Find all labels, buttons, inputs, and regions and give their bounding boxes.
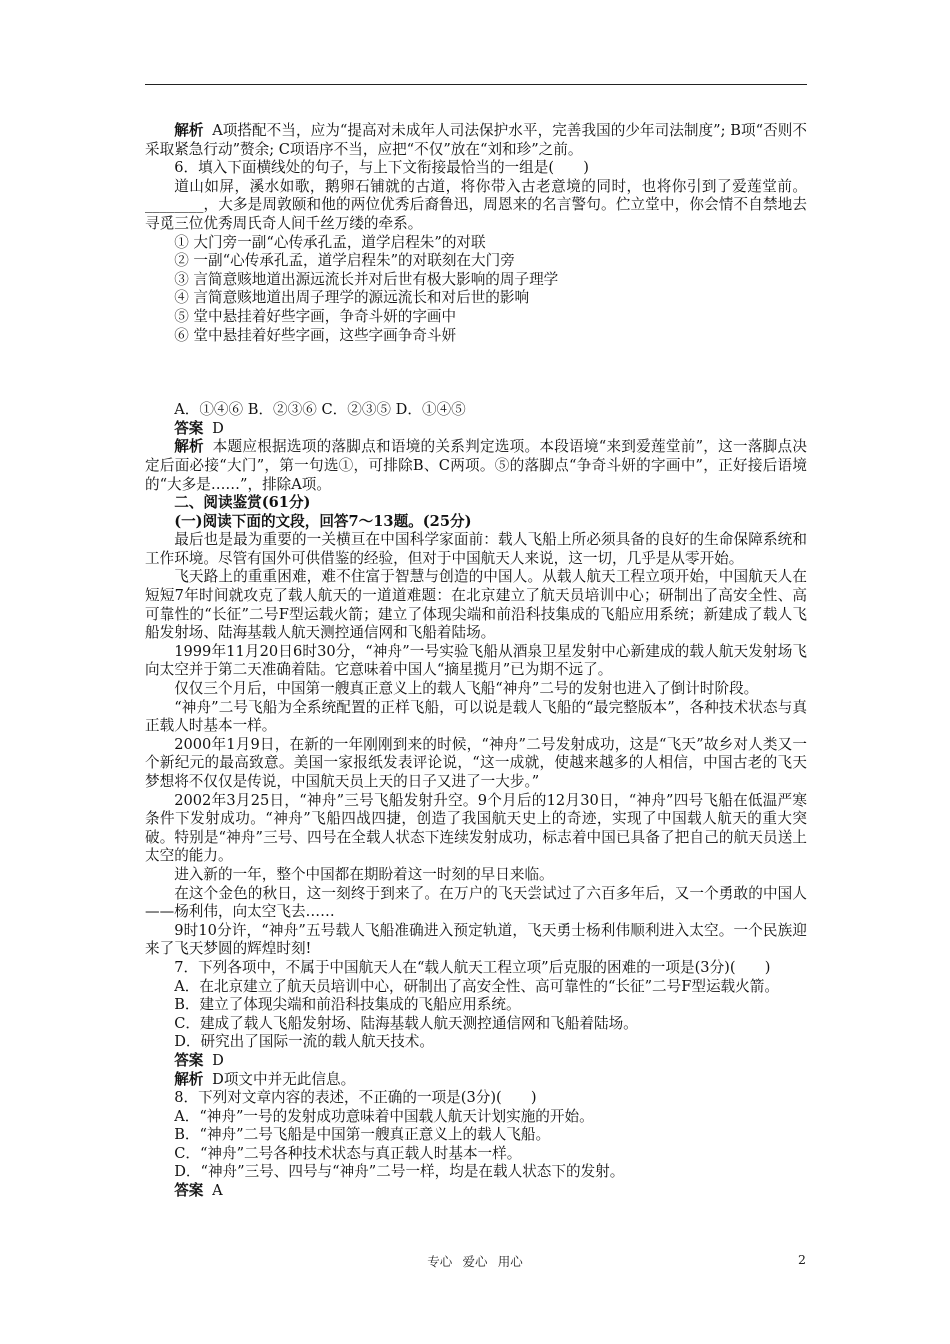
- paragraph-text: ③ 言简意赅地道出源远流长并对后世有极大影响的周子理学: [174, 270, 559, 288]
- paragraph: [145, 866, 807, 885]
- paragraph-text: (一)阅读下面的文段，回答7～13题。(25分): [174, 512, 472, 530]
- paragraph-text: 2002年3月25日，“神舟”三号飞船发射升空。9个月后的12月30日，“神舟”四号飞船在低温严寒条件下发射成功。“神舟”飞船四战四捷，创造了我国航天史上的奇迹，实现了中国载人航天的重大突破。特别是“神舟”三号、四号在全载人状态下连续发射成功，标志着中国已具备了把自己的航天员送上太空的能力。: [145, 791, 807, 865]
- paragraph: [145, 1033, 807, 1052]
- paragraph-text: ① 大门旁一副“心传承孔孟，道学启程朱”的对联: [174, 233, 486, 251]
- paragraph-text: 2000年1月9日，在新的一年刚刚到来的时候，“神舟”二号发射成功，这是“飞天”故乡对人类又一个新纪元的最高致意。美国一家报纸发表评论说，“这一成就，使越来越多的人相信，中国古老的飞天梦想将不仅仅是传说，中国航天员上天的日子又进了一大步。”: [145, 735, 807, 790]
- paragraph: [145, 885, 807, 922]
- paragraph-text: 7．下列各项中，不属于中国航天人在“载人航天工程立项”后克服的困难的一项是(3分)( ): [174, 958, 771, 976]
- paragraph: [145, 327, 807, 346]
- paragraph-label: 解析: [174, 438, 204, 456]
- paragraph: [145, 438, 807, 494]
- page-number: 2: [798, 1252, 806, 1267]
- paragraph-text: 道山如屏，溪水如歌，鹅卵石铺就的古道，将你带入古老意境的同时，也将你引到了爱莲堂前。________，大多是周敦颐和他的两位优秀后裔鲁迅，周恩来的名言警句。伫立堂中，你会情不自禁地去寻觅三位优秀周氏奇人间千丝万缕的牵系。: [145, 177, 807, 232]
- document-body: [145, 122, 807, 1201]
- paragraph-label: 解析: [174, 1070, 204, 1088]
- paragraph: [145, 271, 807, 290]
- paragraph-text: 1999年11月20日6时30分，“神舟”一号实验飞船从酒泉卫星发射中心新建成的载人航天发射场飞向太空并于第二天准确着陆。它意味着中国人“摘星揽月”已为期不远了。: [145, 642, 807, 679]
- paragraph-text: 进入新的一年，整个中国都在期盼着这一时刻的早日来临。: [174, 865, 554, 883]
- paragraph: [145, 494, 807, 513]
- paragraph: [145, 1126, 807, 1145]
- paragraph: [145, 1182, 807, 1201]
- paragraph: [145, 178, 807, 234]
- paragraph-text: 二、阅读鉴赏(61分): [174, 494, 311, 512]
- paragraph: [145, 1145, 807, 1164]
- paragraph: [145, 699, 807, 736]
- paragraph-label: 答案: [174, 1182, 204, 1200]
- paragraph: [145, 978, 807, 997]
- paragraph: [145, 308, 807, 327]
- paragraph-text: ⑥ 堂中悬挂着好些字画，这些字画争奇斗妍: [174, 326, 457, 344]
- paragraph: [145, 792, 807, 866]
- paragraph-text: C．“神舟”二号各种技术状态与真正载人时基本一样。: [174, 1144, 522, 1162]
- paragraph-text: ② 一副“心传承孔孟，道学启程朱”的对联刻在大门旁: [174, 252, 515, 270]
- paragraph: [145, 252, 807, 271]
- paragraph-text: D: [212, 1051, 224, 1069]
- paragraph: [145, 922, 807, 959]
- paragraph-text: D项文中并无此信息。: [212, 1070, 356, 1088]
- paragraph-label: 答案: [174, 1051, 204, 1069]
- paragraph-text: 在这个金色的秋日，这一刻终于到来了。在万户的飞天尝试过了六百多年后，又一个勇敢的中国人——杨利伟，向太空飞去……: [145, 884, 807, 921]
- paragraph: [145, 959, 807, 978]
- paragraph: [145, 736, 807, 792]
- paragraph-text: D: [212, 419, 224, 437]
- paragraph: [145, 401, 807, 420]
- paragraph-text: “神舟”二号飞船为全系统配置的正样飞船，可以说是载人飞船的“最完整版本”，各种技术状态与真正载人时基本一样。: [145, 698, 807, 735]
- paragraph: [145, 122, 807, 159]
- header-rule: [145, 84, 807, 85]
- paragraph: [145, 996, 807, 1015]
- paragraph: [145, 643, 807, 680]
- blank-space: [145, 345, 807, 401]
- paragraph: [145, 420, 807, 439]
- paragraph-text: 最后也是最为重要的一关横亘在中国科学家面前：载人飞船上所必须具备的良好的生命保障系统和工作环境。尽管有国外可供借鉴的经验，但对于中国航天人来说，这一切，几乎是从零开始。: [145, 531, 807, 567]
- paragraph: [145, 531, 807, 568]
- paragraph-text: ⑤ 堂中悬挂着好些字画，争奇斗妍的字画中: [174, 307, 457, 325]
- paragraph: [145, 289, 807, 308]
- paragraph-text: ④ 言简意赅地道出周子理学的源远流长和对后世的影响: [174, 289, 530, 307]
- paragraph: [145, 1108, 807, 1127]
- paragraph: [145, 680, 807, 699]
- paragraph-text: C．建成了载人飞船发射场、陆海基载人航天测控通信网和飞船着陆场。: [174, 1014, 638, 1032]
- paragraph-text: A: [212, 1182, 223, 1200]
- paragraph-text: D．“神舟”三号、四号与“神舟”二号一样，均是在载人状态下的发射。: [174, 1163, 625, 1181]
- paragraph-text: 本题应根据选项的落脚点和语境的关系判定选项。本段语境“来到爱莲堂前”，这一落脚点决定后面必接“大门”，第一句选①，可排除B、C两项。⑤的落脚点“争奇斗妍的字画中”，正好接后语境的“大多是……”，排除A项。: [145, 438, 807, 493]
- paragraph: [145, 568, 807, 642]
- paragraph-label: 解析: [174, 122, 204, 139]
- paragraph-text: 8．下列对文章内容的表述，不正确的一项是(3分)( ): [174, 1089, 537, 1107]
- paragraph-text: A项搭配不当，应为“提高对未成年人司法保护水平，完善我国的少年司法制度”; B项“否则不采取紧急行动”赘余; C项语序不当，应把“不仅”放在“刘和珍”之前。: [145, 122, 807, 158]
- paragraph: [145, 513, 807, 532]
- paragraph-text: 仅仅三个月后，中国第一艘真正意义上的载人飞船“神舟”二号的发射也进入了倒计时阶段。: [174, 680, 759, 698]
- paragraph-text: A．在北京建立了航天员培训中心，研制出了高安全性、高可靠性的“长征”二号F型运载火箭。: [174, 977, 779, 995]
- paragraph-label: 答案: [174, 419, 204, 437]
- paragraph: [145, 1163, 807, 1182]
- paragraph: [145, 1015, 807, 1034]
- paragraph-text: 9时10分许，“神舟”五号载人飞船准确进入预定轨道，飞天勇士杨利伟顺利进入太空。一个民族迎来了飞天梦圆的辉煌时刻!: [145, 921, 807, 958]
- paragraph: [145, 234, 807, 253]
- paragraph: [145, 159, 807, 178]
- paragraph-text: A．①④⑥ B．②③⑥ C．②③⑤ D．①④⑤: [174, 401, 466, 419]
- paragraph-text: B．建立了体现尖端和前沿科技集成的飞船应用系统。: [174, 996, 521, 1014]
- footer-motto: 专心 爱心 用心: [427, 1254, 523, 1269]
- paragraph-text: 6．填入下面横线处的句子，与上下文衔接最恰当的一组是( ): [174, 159, 589, 177]
- paragraph-text: 飞天路上的重重困难，难不住富于智慧与创造的中国人。从载人航天工程立项开始，中国航天人在短短7年时间就攻克了载人航天的一道道难题：在北京建立了航天员培训中心；研制出了高安全性、高可靠性的“长征”二号F型运载火箭；建立了体现尖端和前沿科技集成的飞船应用系统；新建成了载人飞船发射场、陆海基载人航天测控通信网和飞船着陆场。: [145, 568, 807, 642]
- paragraph: [145, 1071, 807, 1090]
- paragraph: [145, 1052, 807, 1071]
- paragraph-text: A．“神舟”一号的发射成功意味着中国载人航天计划实施的开始。: [174, 1107, 594, 1125]
- paragraph-text: D．研究出了国际一流的载人航天技术。: [174, 1033, 434, 1051]
- paragraph-text: B．“神舟”二号飞船是中国第一艘真正意义上的载人飞船。: [174, 1126, 551, 1144]
- paragraph: [145, 1089, 807, 1108]
